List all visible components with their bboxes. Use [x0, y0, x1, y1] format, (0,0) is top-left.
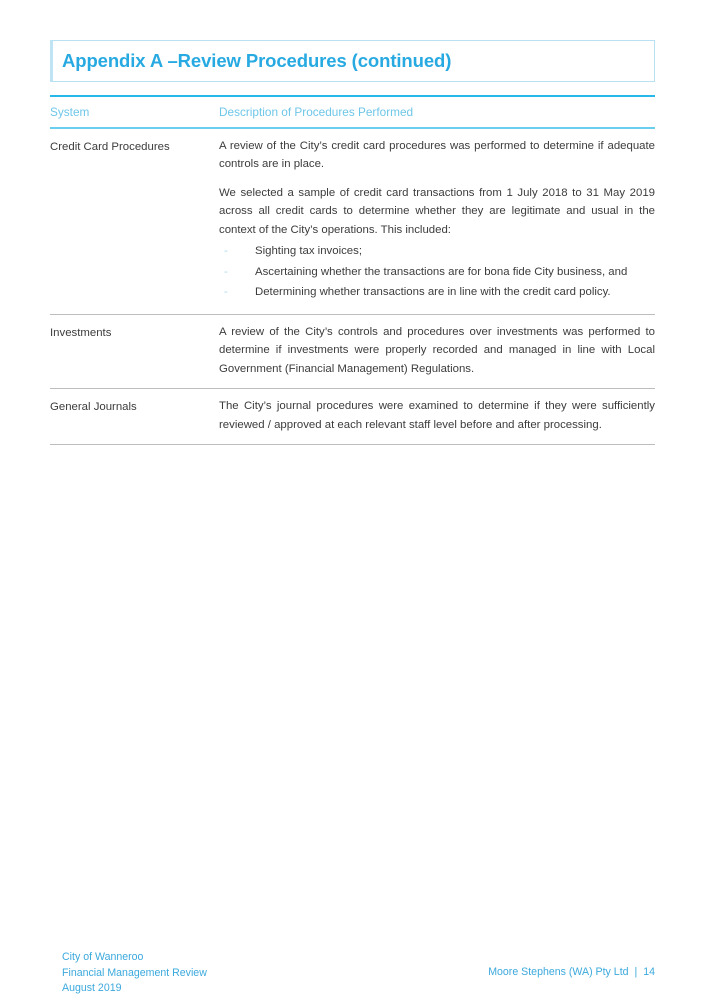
table-row: [50, 315, 655, 388]
list-item: [219, 283, 655, 301]
appendix-title-box: [50, 40, 655, 82]
footer-right-block: [488, 966, 655, 978]
table-row: [50, 129, 655, 314]
paragraph: We selected a sample of credit card transactions from 1 July 2018 to 31 May 2019 across all credit cards to determine whether they are legitimate and usual in the context of the City’s operations. This included:: [219, 186, 655, 236]
list-item: [219, 263, 655, 281]
row-system-label: Credit Card Procedures: [50, 141, 170, 153]
row-description: [219, 397, 655, 434]
table-row: [50, 389, 655, 444]
list-item-label: Sighting tax invoices;: [255, 245, 363, 258]
footer-separator: |: [634, 966, 638, 978]
column-header-description: Description of Procedures Performed: [219, 105, 414, 119]
footer-firm-name: Moore Stephens (WA) Pty Ltd: [488, 966, 629, 978]
page-title: Appendix A –Review Procedures (continued): [62, 50, 452, 71]
footer-left-block: [62, 950, 207, 997]
footer-report-title: Financial Management Review: [62, 966, 207, 979]
row-description: [219, 323, 655, 378]
dash-bullet-icon: -: [224, 286, 228, 299]
list-item-label: Determining whether transactions are in line with the credit card policy.: [255, 286, 611, 299]
row-system-label: Investments: [50, 326, 112, 339]
procedures-table: [50, 95, 655, 445]
table-bottom-rule: [50, 444, 655, 445]
page-footer: [0, 945, 706, 1005]
row-description: [219, 137, 655, 304]
dash-bullet-icon: -: [224, 245, 228, 258]
list-item-label: Ascertaining whether the transactions are for bona fide City business, and: [255, 265, 628, 278]
column-header-system: System: [50, 105, 90, 119]
procedure-bullet-list: [219, 242, 655, 301]
paragraph: The City’s journal procedures were examined to determine if they were sufficiently reviewed / approved at each relevant staff level before and after processing.: [219, 400, 655, 431]
footer-page-number: 14: [643, 966, 655, 978]
paragraph: A review of the City’s credit card procedures was performed to determine if adequate controls are in place.: [219, 140, 655, 171]
dash-bullet-icon: -: [224, 265, 228, 278]
paragraph: A review of the City’s controls and procedures over investments was performed to determine if investments were properly recorded and managed in line with Local Government (Financial Management) Regulations.: [219, 325, 655, 375]
row-system-label: General Journals: [50, 401, 137, 414]
list-item: [219, 242, 655, 260]
footer-date: August 2019: [62, 982, 122, 995]
footer-organisation: City of Wanneroo: [62, 951, 144, 963]
table-header-row: [50, 97, 655, 127]
